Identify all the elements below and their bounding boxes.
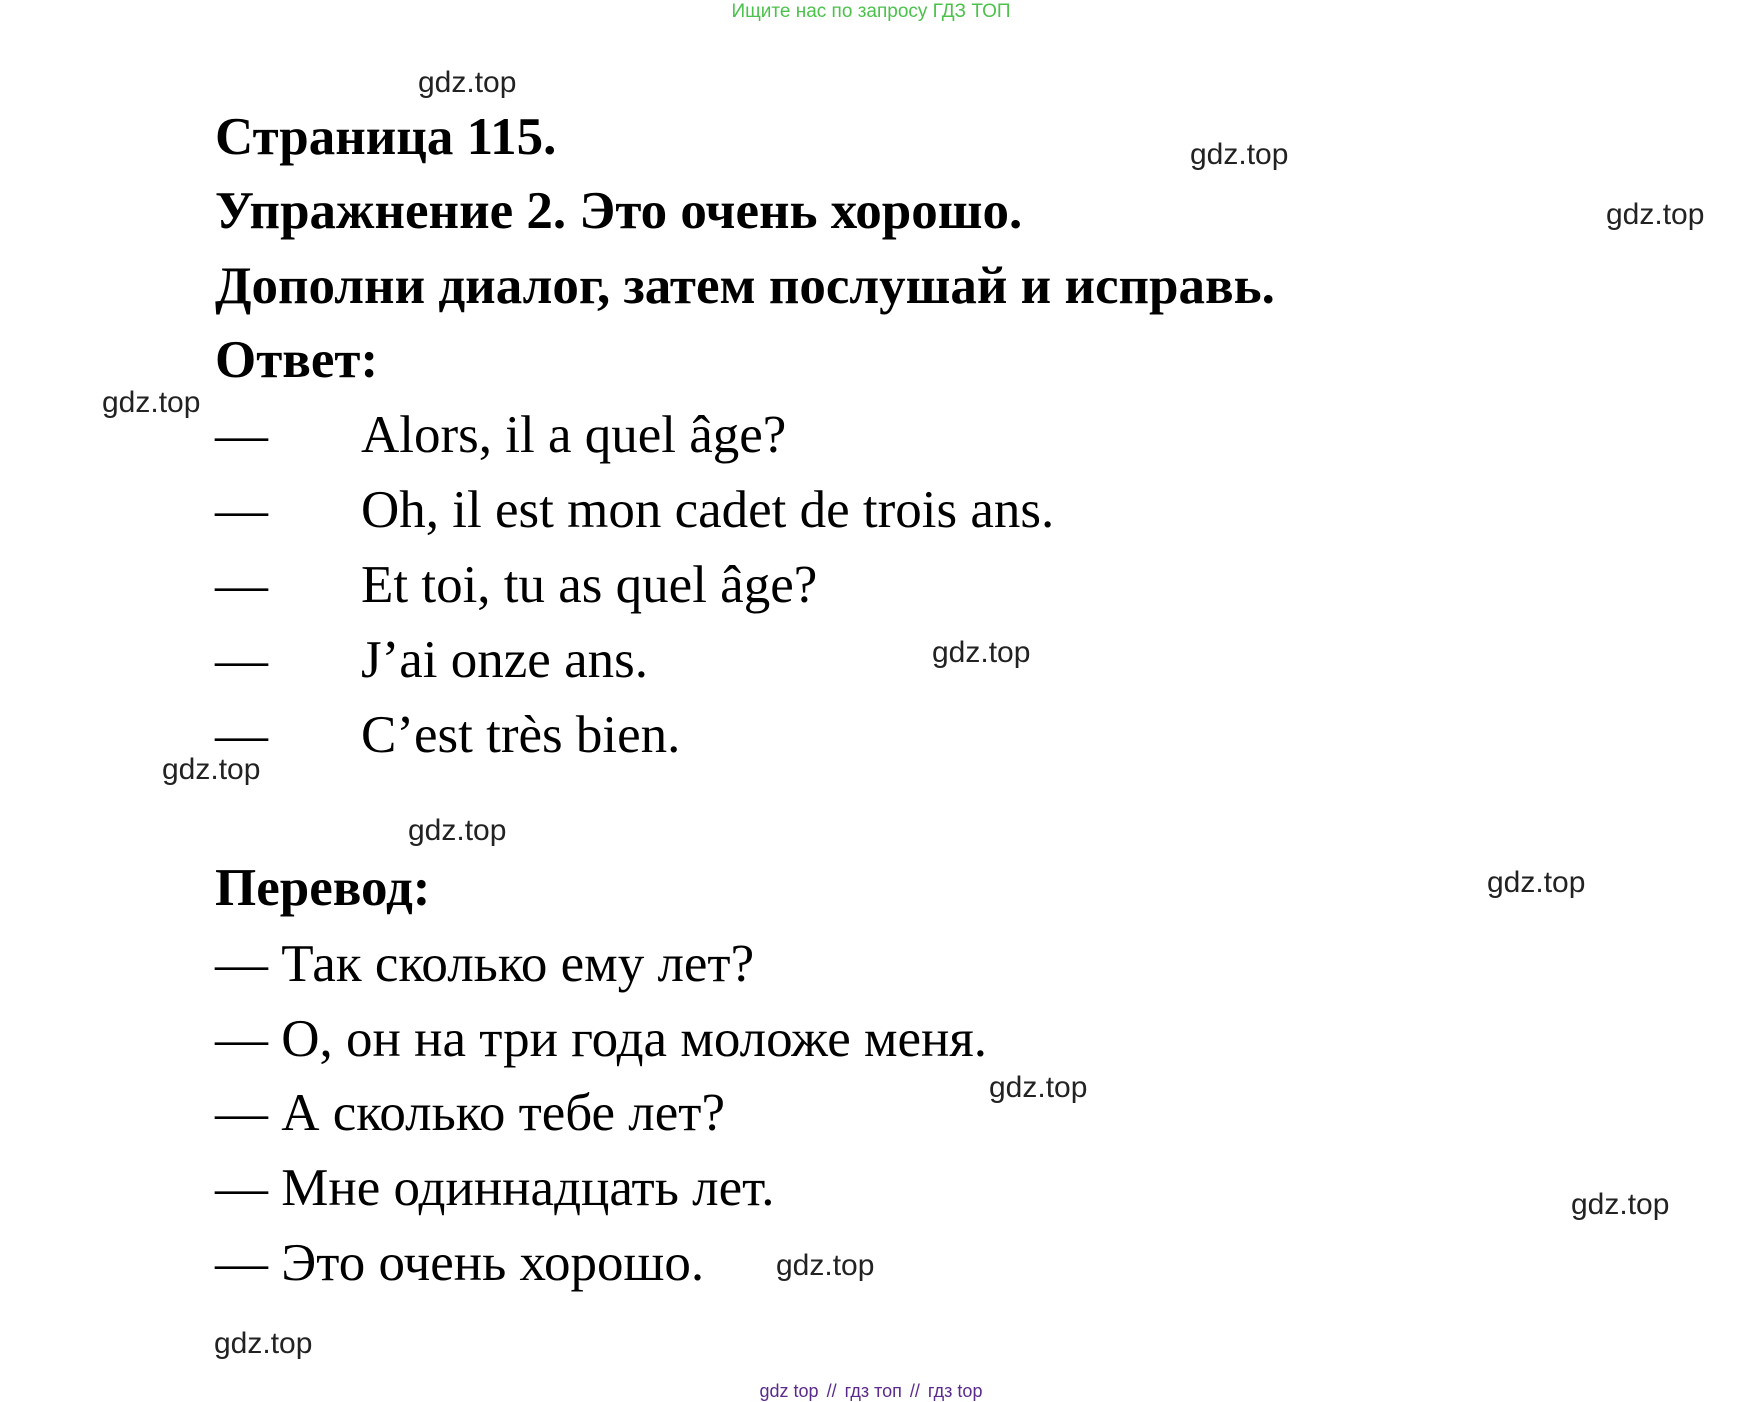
watermark: gdz.top	[408, 814, 507, 847]
dialogue-dash: —	[215, 556, 268, 614]
watermark: gdz.top	[1606, 198, 1705, 231]
dialogue-dash: —	[215, 706, 268, 764]
watermark: gdz.top	[932, 636, 1031, 669]
translation-line: — Так сколько ему лет?	[215, 935, 755, 993]
watermark: gdz.top	[162, 753, 261, 786]
bottom-links	[0, 1380, 1742, 1402]
footer-link[interactable]: гдз топ	[844, 1381, 902, 1401]
translation-line: — А сколько тебе лет?	[215, 1084, 725, 1142]
dialogue-line	[215, 405, 786, 465]
footer-link[interactable]: гдз top	[927, 1381, 983, 1401]
dialogue-line	[215, 480, 1054, 540]
watermark: gdz.top	[776, 1249, 875, 1282]
exercise-title: Упражнение 2. Это очень хорошо.	[215, 182, 1023, 240]
page-title: Страница 115.	[215, 108, 557, 166]
watermark: gdz.top	[989, 1071, 1088, 1104]
dialogue-text: Alors, il a quel âge?	[361, 406, 787, 464]
dialogue-line	[215, 630, 648, 690]
watermark: gdz.top	[102, 386, 201, 419]
link-separator: //	[826, 1381, 837, 1401]
top-banner: Ищите нас по запросу ГДЗ ТОП	[731, 1, 1011, 22]
dialogue-dash: —	[215, 481, 268, 539]
footer-link[interactable]: gdz top	[759, 1381, 819, 1401]
dialogue-text: J’ai onze ans.	[361, 631, 648, 689]
dialogue-text: C’est très bien.	[361, 706, 681, 764]
watermark: gdz.top	[214, 1327, 313, 1360]
translation-line: — Это очень хорошо.	[215, 1234, 705, 1292]
watermark: gdz.top	[1190, 138, 1289, 171]
dialogue-line	[215, 555, 817, 615]
dialogue-text: Et toi, tu as quel âge?	[361, 556, 818, 614]
task-text: Дополни диалог, затем послушай и исправь.	[215, 257, 1275, 315]
translation-line: — Мне одиннадцать лет.	[215, 1159, 775, 1217]
dialogue-dash: —	[215, 406, 268, 464]
dialogue-line	[215, 705, 680, 765]
watermark: gdz.top	[418, 66, 517, 99]
dialogue-text: Oh, il est mon cadet de trois ans.	[361, 481, 1055, 539]
dialogue-dash: —	[215, 631, 268, 689]
watermark: gdz.top	[1571, 1188, 1670, 1221]
translation-heading: Перевод:	[215, 859, 431, 917]
translation-line: — О, он на три года моложе меня.	[215, 1010, 988, 1068]
answer-heading: Ответ:	[215, 331, 379, 389]
link-separator: //	[909, 1381, 920, 1401]
watermark: gdz.top	[1487, 866, 1586, 899]
